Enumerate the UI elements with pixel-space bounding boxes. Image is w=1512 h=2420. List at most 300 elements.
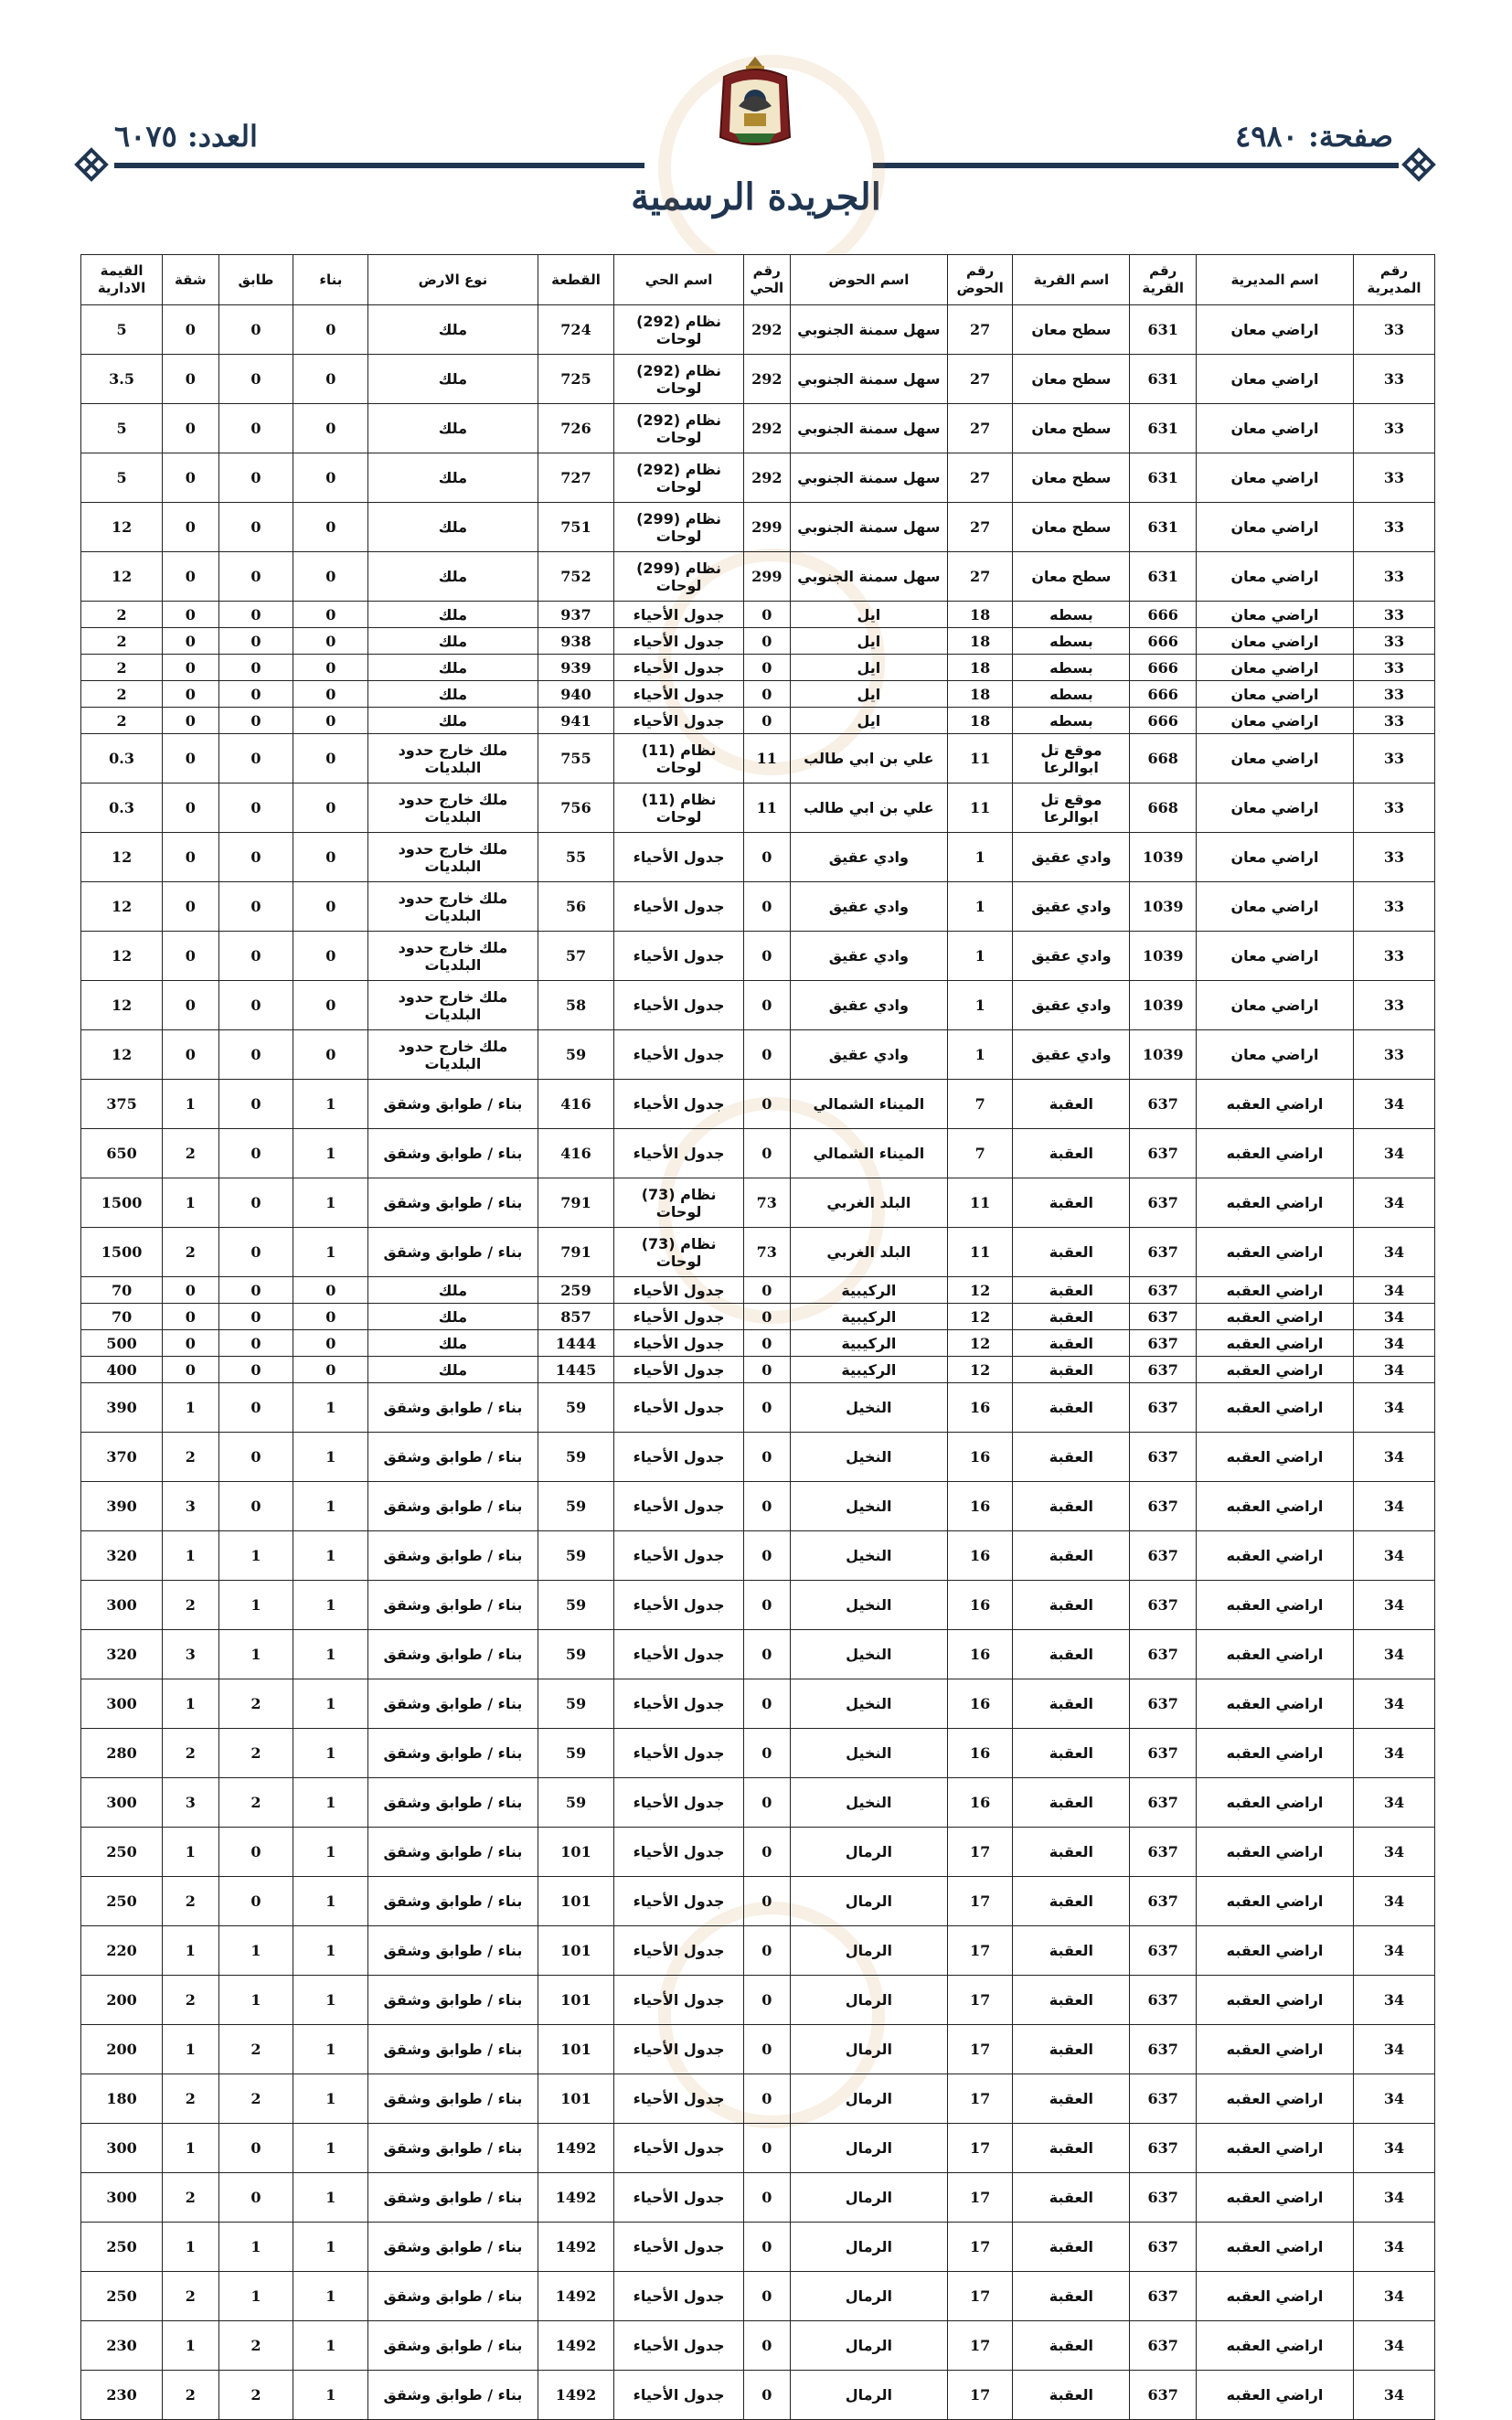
cell-district-no: 34 xyxy=(1353,1433,1434,1482)
table-row xyxy=(81,981,1435,1030)
cell-basin-no: 17 xyxy=(947,2074,1013,2124)
cell-apartment: 0 xyxy=(163,981,218,1030)
cell-plot: 101 xyxy=(538,1828,614,1877)
cell-basin-name: النخيل xyxy=(790,1531,947,1581)
cell-admin-value: 1500 xyxy=(81,1228,163,1277)
table-row xyxy=(81,602,1435,628)
table-row xyxy=(81,2124,1435,2173)
cell-floor: 0 xyxy=(218,503,293,552)
cell-apartment: 2 xyxy=(163,1129,218,1178)
cell-basin-name: النخيل xyxy=(790,1778,947,1828)
cell-apartment: 2 xyxy=(163,2074,218,2124)
cell-admin-value: 300 xyxy=(81,1581,163,1630)
cell-floor: 0 xyxy=(218,1330,293,1357)
cell-district-name: اراضي معان xyxy=(1197,628,1354,655)
cell-district-no: 33 xyxy=(1353,882,1434,932)
cell-admin-value: 300 xyxy=(81,1778,163,1828)
cell-basin-no: 16 xyxy=(947,1729,1013,1778)
cell-district-no: 34 xyxy=(1353,1630,1434,1679)
cell-quarter-name: جدول الأحياء xyxy=(614,1129,743,1178)
cell-basin-no: 17 xyxy=(947,2371,1013,2420)
cell-district-name: اراضي العقبه xyxy=(1197,1926,1354,1976)
issue-number: العدد: ٦٠٧٥ xyxy=(114,119,258,154)
cell-floor: 0 xyxy=(218,305,293,355)
table-row xyxy=(81,1679,1435,1729)
cell-plot: 56 xyxy=(538,882,614,932)
cell-building: 0 xyxy=(293,552,368,602)
cell-basin-name: الرمال xyxy=(790,1877,947,1926)
cell-plot: 416 xyxy=(538,1080,614,1129)
cell-quarter-no: 292 xyxy=(743,404,790,453)
cell-admin-value: 250 xyxy=(81,1828,163,1877)
column-header-village-name: اسم القرية xyxy=(1013,255,1130,305)
cell-building: 1 xyxy=(293,2371,368,2420)
cell-quarter-name: جدول الأحياء xyxy=(614,708,743,734)
cell-apartment: 0 xyxy=(163,708,218,734)
cell-district-name: اراضي العقبه xyxy=(1197,2223,1354,2272)
cell-district-no: 33 xyxy=(1353,932,1434,981)
cell-building: 1 xyxy=(293,1729,368,1778)
cell-quarter-name: نظام (299) لوحات xyxy=(614,552,743,602)
cell-floor: 2 xyxy=(218,1729,293,1778)
cell-district-no: 34 xyxy=(1353,1778,1434,1828)
cell-village-no: 637 xyxy=(1130,1129,1197,1178)
column-header-district-name: اسم المديرية xyxy=(1197,255,1354,305)
cell-quarter-no: 73 xyxy=(743,1178,790,1228)
cell-district-no: 34 xyxy=(1353,1877,1434,1926)
table-row xyxy=(81,1129,1435,1178)
cell-apartment: 0 xyxy=(163,1357,218,1383)
cell-apartment: 3 xyxy=(163,1630,218,1679)
cell-basin-name: الرمال xyxy=(790,2173,947,2223)
cell-district-name: اراضي معان xyxy=(1197,1030,1354,1080)
cell-plot: 58 xyxy=(538,981,614,1030)
cell-apartment: 3 xyxy=(163,1482,218,1531)
cell-admin-value: 2 xyxy=(81,655,163,681)
cell-village-no: 637 xyxy=(1130,2173,1197,2223)
cell-quarter-name: جدول الأحياء xyxy=(614,1926,743,1976)
cell-plot: 726 xyxy=(538,404,614,453)
cell-district-name: اراضي معان xyxy=(1197,305,1354,355)
cell-admin-value: 250 xyxy=(81,2223,163,2272)
cell-basin-no: 1 xyxy=(947,882,1013,932)
cell-quarter-no: 0 xyxy=(743,1482,790,1531)
cell-quarter-no: 299 xyxy=(743,503,790,552)
cell-basin-name: النخيل xyxy=(790,1581,947,1630)
cell-plot: 937 xyxy=(538,602,614,628)
table-row xyxy=(81,1976,1435,2025)
cell-building: 1 xyxy=(293,1679,368,1729)
cell-basin-no: 18 xyxy=(947,681,1013,708)
cell-admin-value: 1500 xyxy=(81,1178,163,1228)
cell-village-name: العقبة xyxy=(1013,1383,1130,1433)
cell-village-name: العقبة xyxy=(1013,1178,1130,1228)
cell-quarter-name: جدول الأحياء xyxy=(614,2272,743,2321)
cell-basin-no: 17 xyxy=(947,2272,1013,2321)
cell-floor: 0 xyxy=(218,981,293,1030)
cell-land-type: بناء / طوابق وشقق xyxy=(368,1926,538,1976)
table-row xyxy=(81,1531,1435,1581)
cell-apartment: 0 xyxy=(163,1330,218,1357)
cell-district-no: 33 xyxy=(1353,681,1434,708)
cell-district-name: اراضي معان xyxy=(1197,882,1354,932)
cell-basin-no: 27 xyxy=(947,503,1013,552)
cell-village-no: 637 xyxy=(1130,1383,1197,1433)
cell-apartment: 0 xyxy=(163,355,218,404)
cell-basin-no: 27 xyxy=(947,552,1013,602)
cell-village-no: 637 xyxy=(1130,1729,1197,1778)
cell-quarter-no: 0 xyxy=(743,655,790,681)
cell-land-type: ملك xyxy=(368,655,538,681)
cell-village-no: 637 xyxy=(1130,1531,1197,1581)
cell-building: 1 xyxy=(293,1976,368,2025)
cell-district-name: اراضي معان xyxy=(1197,784,1354,833)
cell-building: 1 xyxy=(293,1383,368,1433)
cell-district-no: 33 xyxy=(1353,305,1434,355)
cell-village-name: العقبة xyxy=(1013,2321,1130,2371)
cell-admin-value: 70 xyxy=(81,1304,163,1330)
cell-admin-value: 5 xyxy=(81,453,163,503)
cell-basin-name: الرمال xyxy=(790,2272,947,2321)
table-row xyxy=(81,1729,1435,1778)
cell-district-name: اراضي العقبه xyxy=(1197,1304,1354,1330)
cell-quarter-name: نظام (299) لوحات xyxy=(614,503,743,552)
cell-village-no: 666 xyxy=(1130,681,1197,708)
column-header-admin-value: القيمة الادارية xyxy=(81,255,163,305)
cell-district-name: اراضي العقبه xyxy=(1197,1277,1354,1304)
cell-basin-no: 16 xyxy=(947,1679,1013,1729)
table-row xyxy=(81,1030,1435,1080)
cell-land-type: بناء / طوابق وشقق xyxy=(368,2321,538,2371)
cell-district-no: 34 xyxy=(1353,1330,1434,1357)
cell-land-type: ملك xyxy=(368,1304,538,1330)
cell-building: 0 xyxy=(293,1330,368,1357)
cell-admin-value: 70 xyxy=(81,1277,163,1304)
cell-basin-no: 11 xyxy=(947,784,1013,833)
cell-building: 0 xyxy=(293,355,368,404)
cell-building: 1 xyxy=(293,1828,368,1877)
cell-quarter-no: 0 xyxy=(743,1129,790,1178)
cell-admin-value: 5 xyxy=(81,404,163,453)
cell-basin-no: 16 xyxy=(947,1482,1013,1531)
cell-district-no: 34 xyxy=(1353,1976,1434,2025)
cell-floor: 0 xyxy=(218,655,293,681)
cell-basin-no: 1 xyxy=(947,1030,1013,1080)
cell-basin-name: الميناء الشمالي xyxy=(790,1129,947,1178)
cell-land-type: ملك خارج حدود البلديات xyxy=(368,1030,538,1080)
cell-land-type: بناء / طوابق وشقق xyxy=(368,1129,538,1178)
cell-plot: 101 xyxy=(538,1976,614,2025)
cell-basin-no: 1 xyxy=(947,833,1013,882)
cell-village-no: 637 xyxy=(1130,1304,1197,1330)
cell-basin-no: 17 xyxy=(947,2223,1013,2272)
cell-quarter-name: نظام (292) لوحات xyxy=(614,305,743,355)
cell-apartment: 1 xyxy=(163,1531,218,1581)
cell-village-no: 637 xyxy=(1130,1080,1197,1129)
cell-plot: 59 xyxy=(538,1581,614,1630)
cell-land-type: بناء / طوابق وشقق xyxy=(368,1383,538,1433)
cell-village-name: العقبة xyxy=(1013,1531,1130,1581)
table-row xyxy=(81,1581,1435,1630)
cell-basin-name: النخيل xyxy=(790,1630,947,1679)
cell-land-type: ملك xyxy=(368,453,538,503)
cell-admin-value: 230 xyxy=(81,2321,163,2371)
cell-basin-name: النخيل xyxy=(790,1729,947,1778)
cell-district-no: 34 xyxy=(1353,2321,1434,2371)
table-header-row xyxy=(81,255,1435,305)
cell-basin-name: وادي عقيق xyxy=(790,882,947,932)
cell-admin-value: 200 xyxy=(81,1976,163,2025)
cell-district-name: اراضي معان xyxy=(1197,981,1354,1030)
cell-basin-name: الركيبية xyxy=(790,1277,947,1304)
cell-district-name: اراضي معان xyxy=(1197,453,1354,503)
cell-apartment: 1 xyxy=(163,2124,218,2173)
cell-district-name: اراضي العقبه xyxy=(1197,1228,1354,1277)
cell-quarter-no: 0 xyxy=(743,932,790,981)
cell-quarter-name: نظام (73) لوحات xyxy=(614,1228,743,1277)
cell-land-type: بناء / طوابق وشقق xyxy=(368,1778,538,1828)
cell-floor: 0 xyxy=(218,932,293,981)
cell-district-no: 34 xyxy=(1353,1304,1434,1330)
cell-building: 1 xyxy=(293,1129,368,1178)
cell-district-name: اراضي العقبه xyxy=(1197,1178,1354,1228)
cell-quarter-name: جدول الأحياء xyxy=(614,1357,743,1383)
table-row xyxy=(81,708,1435,734)
cell-village-name: العقبة xyxy=(1013,1976,1130,2025)
cell-basin-no: 12 xyxy=(947,1357,1013,1383)
cell-admin-value: 375 xyxy=(81,1080,163,1129)
cell-quarter-name: نظام (292) لوحات xyxy=(614,355,743,404)
cell-admin-value: 2 xyxy=(81,628,163,655)
table-row xyxy=(81,2074,1435,2124)
table-row xyxy=(81,833,1435,882)
cell-district-name: اراضي العقبه xyxy=(1197,1330,1354,1357)
cell-admin-value: 390 xyxy=(81,1383,163,1433)
cell-building: 1 xyxy=(293,1778,368,1828)
cell-building: 1 xyxy=(293,1926,368,1976)
cell-apartment: 1 xyxy=(163,1178,218,1228)
gazette-title: الجريدة الرسمية xyxy=(631,176,881,219)
cell-basin-name: النخيل xyxy=(790,1433,947,1482)
cell-building: 1 xyxy=(293,1178,368,1228)
cell-basin-name: الرمال xyxy=(790,2124,947,2173)
table-row xyxy=(81,1080,1435,1129)
cell-village-no: 1039 xyxy=(1130,1030,1197,1080)
cell-quarter-name: جدول الأحياء xyxy=(614,628,743,655)
cell-plot: 791 xyxy=(538,1228,614,1277)
cell-district-name: اراضي العقبه xyxy=(1197,2371,1354,2420)
cell-quarter-no: 0 xyxy=(743,681,790,708)
cell-basin-name: الركيبية xyxy=(790,1304,947,1330)
cell-village-no: 637 xyxy=(1130,2124,1197,2173)
cell-plot: 59 xyxy=(538,1630,614,1679)
cell-basin-no: 12 xyxy=(947,1277,1013,1304)
cell-district-name: اراضي معان xyxy=(1197,355,1354,404)
table-row xyxy=(81,1178,1435,1228)
cell-land-type: ملك xyxy=(368,552,538,602)
cell-district-name: اراضي العقبه xyxy=(1197,1581,1354,1630)
cell-village-name: العقبة xyxy=(1013,2124,1130,2173)
cell-district-no: 33 xyxy=(1353,833,1434,882)
cell-floor: 0 xyxy=(218,1277,293,1304)
cell-apartment: 0 xyxy=(163,833,218,882)
cell-basin-name: البلد الغربي xyxy=(790,1228,947,1277)
cell-village-name: سطح معان xyxy=(1013,503,1130,552)
cell-basin-no: 18 xyxy=(947,628,1013,655)
cell-quarter-no: 0 xyxy=(743,1330,790,1357)
cell-floor: 0 xyxy=(218,734,293,784)
cell-floor: 1 xyxy=(218,1531,293,1581)
cell-village-no: 631 xyxy=(1130,355,1197,404)
cell-village-name: العقبة xyxy=(1013,1778,1130,1828)
cell-quarter-no: 0 xyxy=(743,882,790,932)
cell-floor: 0 xyxy=(218,1357,293,1383)
cell-admin-value: 12 xyxy=(81,882,163,932)
cell-land-type: بناء / طوابق وشقق xyxy=(368,1828,538,1877)
cell-quarter-name: نظام (11) لوحات xyxy=(614,784,743,833)
cell-village-name: العقبة xyxy=(1013,1828,1130,1877)
cell-land-type: بناء / طوابق وشقق xyxy=(368,2223,538,2272)
cell-basin-no: 17 xyxy=(947,1828,1013,1877)
cell-land-type: ملك خارج حدود البلديات xyxy=(368,784,538,833)
cell-village-name: العقبة xyxy=(1013,1679,1130,1729)
cell-village-name: العقبة xyxy=(1013,2025,1130,2074)
cell-land-type: بناء / طوابق وشقق xyxy=(368,2371,538,2420)
cell-quarter-no: 292 xyxy=(743,453,790,503)
cell-apartment: 0 xyxy=(163,882,218,932)
header-rule-left xyxy=(114,163,644,168)
cell-basin-name: النخيل xyxy=(790,1383,947,1433)
cell-district-no: 34 xyxy=(1353,1277,1434,1304)
cell-building: 1 xyxy=(293,1581,368,1630)
cell-district-name: اراضي العقبه xyxy=(1197,1383,1354,1433)
cell-village-no: 637 xyxy=(1130,1877,1197,1926)
cell-village-no: 666 xyxy=(1130,655,1197,681)
cell-quarter-name: جدول الأحياء xyxy=(614,1277,743,1304)
cell-quarter-name: جدول الأحياء xyxy=(614,2074,743,2124)
cell-floor: 0 xyxy=(218,1383,293,1433)
cell-apartment: 1 xyxy=(163,1828,218,1877)
cell-basin-no: 7 xyxy=(947,1080,1013,1129)
cell-quarter-no: 0 xyxy=(743,2124,790,2173)
cell-village-name: العقبة xyxy=(1013,1482,1130,1531)
cell-basin-no: 17 xyxy=(947,1976,1013,2025)
cell-floor: 0 xyxy=(218,708,293,734)
cell-plot: 756 xyxy=(538,784,614,833)
cell-apartment: 0 xyxy=(163,552,218,602)
cell-village-name: سطح معان xyxy=(1013,305,1130,355)
cell-quarter-no: 299 xyxy=(743,552,790,602)
table-row xyxy=(81,932,1435,981)
cell-district-name: اراضي العقبه xyxy=(1197,1630,1354,1679)
cell-basin-name: وادي عقيق xyxy=(790,833,947,882)
cell-district-no: 34 xyxy=(1353,2371,1434,2420)
cell-quarter-no: 0 xyxy=(743,2173,790,2223)
cell-plot: 1492 xyxy=(538,2124,614,2173)
cell-land-type: بناء / طوابق وشقق xyxy=(368,1228,538,1277)
cell-village-no: 631 xyxy=(1130,552,1197,602)
cell-village-name: العقبة xyxy=(1013,2223,1130,2272)
cell-quarter-name: جدول الأحياء xyxy=(614,1581,743,1630)
cell-village-no: 637 xyxy=(1130,1330,1197,1357)
cell-basin-no: 17 xyxy=(947,1926,1013,1976)
cell-district-name: اراضي العقبه xyxy=(1197,1877,1354,1926)
cell-village-name: العقبة xyxy=(1013,2272,1130,2321)
cell-quarter-name: جدول الأحياء xyxy=(614,2371,743,2420)
cell-quarter-no: 0 xyxy=(743,1877,790,1926)
cell-village-name: العقبة xyxy=(1013,1080,1130,1129)
cell-apartment: 2 xyxy=(163,2173,218,2223)
cell-basin-name: وادي عقيق xyxy=(790,981,947,1030)
cell-village-no: 631 xyxy=(1130,404,1197,453)
cell-quarter-no: 0 xyxy=(743,628,790,655)
cell-floor: 0 xyxy=(218,602,293,628)
cell-district-name: اراضي العقبه xyxy=(1197,2173,1354,2223)
cell-apartment: 0 xyxy=(163,1277,218,1304)
cell-basin-name: وادي عقيق xyxy=(790,1030,947,1080)
cell-basin-no: 18 xyxy=(947,655,1013,681)
cell-village-name: سطح معان xyxy=(1013,552,1130,602)
cell-village-no: 637 xyxy=(1130,1357,1197,1383)
cell-basin-name: الرمال xyxy=(790,2223,947,2272)
cell-village-no: 666 xyxy=(1130,708,1197,734)
watermark-clock-icon xyxy=(658,55,885,282)
cell-basin-no: 16 xyxy=(947,1778,1013,1828)
cell-quarter-no: 0 xyxy=(743,1679,790,1729)
cell-plot: 791 xyxy=(538,1178,614,1228)
cell-plot: 59 xyxy=(538,1030,614,1080)
cell-land-type: بناء / طوابق وشقق xyxy=(368,1178,538,1228)
cell-quarter-no: 0 xyxy=(743,1926,790,1976)
cell-district-no: 34 xyxy=(1353,1129,1434,1178)
cell-basin-name: الرمال xyxy=(790,1976,947,2025)
cell-building: 0 xyxy=(293,734,368,784)
cell-village-no: 631 xyxy=(1130,453,1197,503)
cell-quarter-name: جدول الأحياء xyxy=(614,1778,743,1828)
cell-apartment: 0 xyxy=(163,932,218,981)
cell-district-no: 34 xyxy=(1353,2025,1434,2074)
cell-district-name: اراضي معان xyxy=(1197,734,1354,784)
cell-admin-value: 220 xyxy=(81,1926,163,1976)
cell-village-name: وادي عقيق xyxy=(1013,1030,1130,1080)
cell-basin-name: الرمال xyxy=(790,2025,947,2074)
cell-village-no: 666 xyxy=(1130,628,1197,655)
cell-basin-name: الركيبية xyxy=(790,1357,947,1383)
cell-quarter-no: 0 xyxy=(743,1433,790,1482)
cell-plot: 101 xyxy=(538,2074,614,2124)
cell-apartment: 0 xyxy=(163,602,218,628)
cell-district-no: 34 xyxy=(1353,1178,1434,1228)
cell-basin-no: 16 xyxy=(947,1433,1013,1482)
cell-land-type: ملك خارج حدود البلديات xyxy=(368,932,538,981)
cell-quarter-name: جدول الأحياء xyxy=(614,1482,743,1531)
cell-apartment: 1 xyxy=(163,1080,218,1129)
cell-village-name: العقبة xyxy=(1013,1228,1130,1277)
column-header-quarter-no: رقم الحي xyxy=(743,255,790,305)
cell-district-name: اراضي العقبه xyxy=(1197,1129,1354,1178)
cell-floor: 0 xyxy=(218,784,293,833)
cell-floor: 0 xyxy=(218,681,293,708)
cell-district-name: اراضي العقبه xyxy=(1197,1357,1354,1383)
cell-admin-value: 12 xyxy=(81,1030,163,1080)
table-row xyxy=(81,681,1435,708)
cell-village-no: 637 xyxy=(1130,2272,1197,2321)
column-header-plot: القطعة xyxy=(538,255,614,305)
cell-village-name: سطح معان xyxy=(1013,355,1130,404)
cell-apartment: 2 xyxy=(163,1729,218,1778)
table-row xyxy=(81,1277,1435,1304)
cell-district-no: 34 xyxy=(1353,2173,1434,2223)
